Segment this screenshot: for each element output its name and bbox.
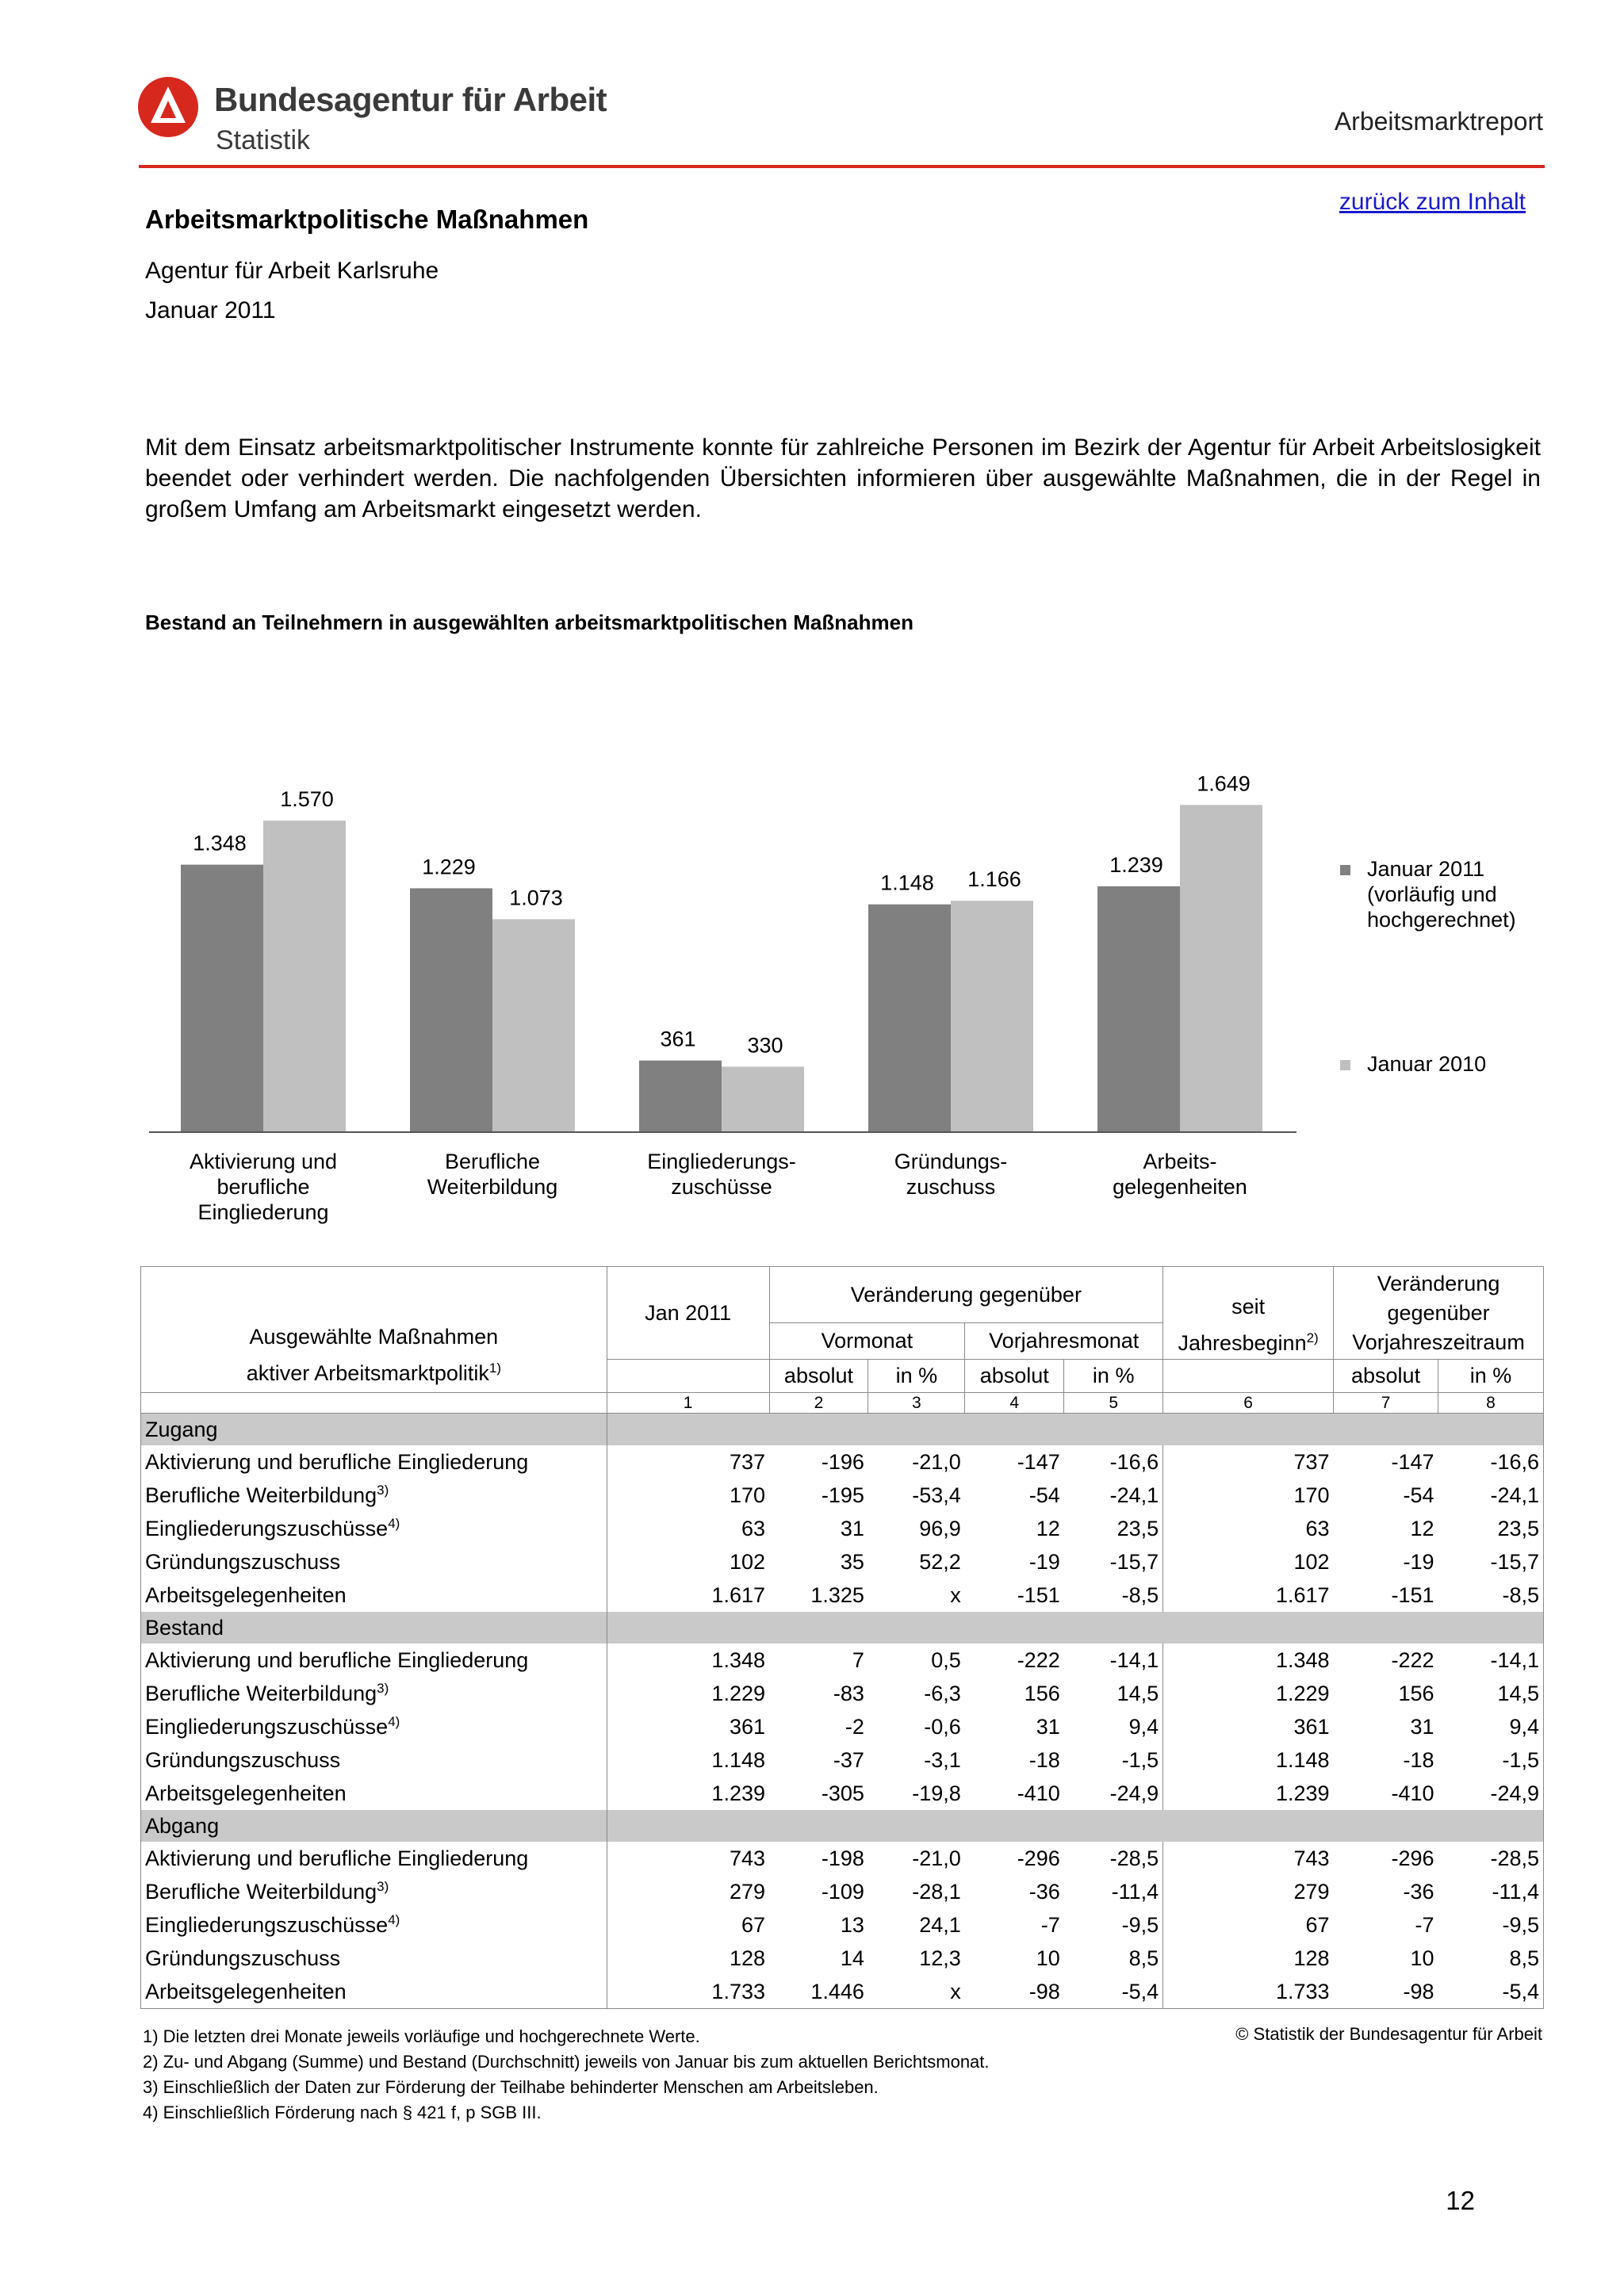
row-label-footnote: 3) bbox=[377, 1681, 389, 1696]
cell-col-4: -151 bbox=[1017, 1582, 1060, 1607]
table-row bbox=[141, 1743, 1544, 1777]
cell-col-1: 1.239 bbox=[607, 1777, 769, 1810]
jan-header: Jan 2011 bbox=[607, 1267, 769, 1360]
row-label-text: Berufliche Weiterbildung bbox=[145, 1483, 377, 1507]
cell-col-2: 13 bbox=[840, 1912, 864, 1937]
row-label bbox=[141, 1875, 607, 1908]
cell-col-8: -9,5 bbox=[1438, 1908, 1544, 1942]
cell-col-6: 128 bbox=[1163, 1942, 1334, 1975]
cell-col-6: 361 bbox=[1163, 1710, 1334, 1743]
row-label-text: Aktivierung und berufliche Eingliederung bbox=[145, 1647, 529, 1672]
section-label: Bestand bbox=[141, 1612, 607, 1644]
table-row bbox=[141, 1942, 1544, 1975]
row-label bbox=[141, 1743, 607, 1777]
x-tick-label: Eingliederungs- bbox=[647, 1150, 796, 1173]
brand-subtitle: Statistik bbox=[216, 125, 311, 155]
cell-col-5: -28,5 bbox=[1109, 1846, 1159, 1870]
bar-jan2011 bbox=[868, 905, 951, 1132]
cell-col-1: 1.733 bbox=[607, 1975, 769, 2009]
bar-jan2011 bbox=[181, 865, 263, 1132]
measures-header bbox=[141, 1267, 607, 1393]
change-vs-header: Veränderung gegenüber bbox=[769, 1267, 1163, 1323]
bar-value-label: 361 bbox=[660, 1027, 696, 1051]
jan-subheader bbox=[607, 1360, 769, 1393]
absolut-header: absolut bbox=[1334, 1360, 1438, 1393]
table-row bbox=[141, 1677, 1544, 1710]
bar-jan2011 bbox=[1097, 886, 1180, 1132]
measures-table bbox=[140, 1266, 1544, 2009]
cell-col-2: 7 bbox=[852, 1647, 864, 1672]
cell-col-5: 9,4 bbox=[1128, 1714, 1159, 1739]
cell-col-4: 156 bbox=[1024, 1681, 1060, 1705]
cell-col-3: -21,0 bbox=[912, 1846, 961, 1870]
measures-header-line1: Ausgewählte Maßnahmen bbox=[249, 1325, 499, 1349]
cell-col-2: -2 bbox=[845, 1714, 864, 1739]
row-label-footnote: 4) bbox=[388, 1714, 400, 1729]
cell-col-7: 12 bbox=[1410, 1516, 1434, 1540]
row-label-footnote: 4) bbox=[388, 1912, 400, 1927]
ytd-header-line2: Jahresbeginn bbox=[1178, 1331, 1307, 1355]
cell-col-2: -83 bbox=[833, 1681, 864, 1705]
cell-col-5: -24,9 bbox=[1109, 1781, 1159, 1805]
row-label bbox=[141, 1578, 607, 1612]
table-row bbox=[141, 1479, 1544, 1512]
row-label-text: Berufliche Weiterbildung bbox=[145, 1682, 377, 1705]
cell-col-2: -37 bbox=[833, 1747, 864, 1772]
column-number: 7 bbox=[1334, 1393, 1438, 1414]
measures-header-line2: aktiver Arbeitsmarktpolitik bbox=[246, 1361, 489, 1385]
footnote: 4) Einschließlich Förderung nach § 421 f, p SGB III. bbox=[143, 2103, 542, 2122]
cell-col-7: -7 bbox=[1415, 1912, 1434, 1937]
row-label bbox=[141, 1445, 607, 1479]
cell-col-4: -18 bbox=[1028, 1747, 1060, 1772]
table-body bbox=[141, 1414, 1544, 2009]
agency-name: Agentur für Arbeit Karlsruhe bbox=[145, 258, 439, 284]
legend-label: hochgerechnet) bbox=[1367, 908, 1516, 932]
cell-col-7: -410 bbox=[1391, 1781, 1434, 1805]
table-row bbox=[141, 1512, 1544, 1545]
table-row bbox=[141, 1842, 1544, 1875]
table-row bbox=[141, 1545, 1544, 1578]
cell-col-7: -36 bbox=[1403, 1879, 1434, 1904]
row-label bbox=[141, 1842, 607, 1875]
table-row bbox=[141, 1908, 1544, 1942]
cell-col-8: -5,4 bbox=[1438, 1975, 1544, 2009]
row-label-footnote: 3) bbox=[377, 1483, 389, 1498]
pct-header: in % bbox=[1064, 1360, 1163, 1393]
row-label-text: Arbeitsgelegenheiten bbox=[145, 1979, 347, 2003]
table-row bbox=[141, 1777, 1544, 1810]
footnote: 3) Einschließlich der Daten zur Förderung der Teilhabe behinderter Menschen am Arbeitsleben. bbox=[143, 2077, 879, 2097]
cell-col-8: -16,6 bbox=[1438, 1445, 1544, 1479]
column-number: 1 bbox=[607, 1393, 769, 1414]
cell-col-5: -16,6 bbox=[1109, 1449, 1159, 1474]
cell-col-7: 10 bbox=[1410, 1946, 1434, 1970]
cell-col-1: 1.148 bbox=[607, 1743, 769, 1777]
row-label-text: Eingliederungszuschüsse bbox=[145, 1913, 389, 1937]
cell-col-2: -198 bbox=[821, 1846, 864, 1870]
cell-col-6: 743 bbox=[1163, 1842, 1334, 1875]
column-number-row bbox=[141, 1393, 1544, 1414]
cell-col-5: 14,5 bbox=[1116, 1681, 1159, 1705]
cell-col-4: -222 bbox=[1017, 1647, 1060, 1672]
cell-col-3: -53,4 bbox=[912, 1483, 961, 1507]
cell-col-3: -3,1 bbox=[924, 1747, 961, 1772]
row-label-text: Arbeitsgelegenheiten bbox=[145, 1582, 347, 1607]
cell-col-5: 8,5 bbox=[1128, 1946, 1159, 1970]
row-label-text: Aktivierung und berufliche Eingliederung bbox=[145, 1449, 529, 1474]
cell-col-6: 1.229 bbox=[1163, 1677, 1334, 1710]
row-label bbox=[141, 1479, 607, 1512]
x-tick-label: Arbeits- bbox=[1143, 1150, 1217, 1173]
section-row-bestand bbox=[141, 1612, 1544, 1644]
brand-name: Bundesagentur für Arbeit bbox=[214, 81, 607, 118]
section-label: Zugang bbox=[141, 1414, 607, 1446]
cell-col-1: 737 bbox=[607, 1445, 769, 1479]
table-row bbox=[141, 1644, 1544, 1677]
cell-col-1: 1.229 bbox=[607, 1677, 769, 1710]
cell-col-7: 31 bbox=[1410, 1714, 1434, 1739]
cell-col-3: -0,6 bbox=[924, 1714, 961, 1739]
cell-col-5: -15,7 bbox=[1109, 1549, 1159, 1574]
cell-col-7: -222 bbox=[1391, 1647, 1434, 1672]
cell-col-3: 96,9 bbox=[919, 1516, 961, 1540]
cell-col-2: 1.446 bbox=[769, 1975, 868, 2009]
bar-value-label: 1.649 bbox=[1197, 771, 1251, 796]
cell-col-5: -1,5 bbox=[1121, 1747, 1159, 1772]
change-period-line2: gegenüber bbox=[1387, 1300, 1490, 1325]
cell-col-7: -54 bbox=[1403, 1483, 1434, 1507]
cell-col-6: 170 bbox=[1163, 1479, 1334, 1512]
bar-jan2011 bbox=[410, 888, 492, 1132]
row-label bbox=[141, 1677, 607, 1710]
cell-col-2: -195 bbox=[821, 1483, 864, 1507]
column-number-blank bbox=[141, 1393, 607, 1414]
section-title: Arbeitsmarktpolitische Maßnahmen bbox=[145, 205, 589, 234]
cell-col-8: -8,5 bbox=[1438, 1578, 1544, 1612]
cell-col-4: -54 bbox=[1028, 1483, 1060, 1507]
row-label-text: Gründungszuschuss bbox=[145, 1946, 341, 1970]
cell-col-8: -1,5 bbox=[1438, 1743, 1544, 1777]
table-row bbox=[141, 1710, 1544, 1743]
footnote: 2) Zu- und Abgang (Summe) und Bestand (Durchschnitt) jeweils von Januar bis zum aktuellen Berichtsmonat. bbox=[143, 2052, 990, 2072]
cell-col-5: -14,1 bbox=[1109, 1647, 1159, 1672]
report-label: Arbeitsmarktreport bbox=[1334, 107, 1543, 136]
x-tick-label: Gründungs- bbox=[894, 1150, 1008, 1173]
bar-value-label: 330 bbox=[747, 1033, 783, 1058]
row-label-footnote: 4) bbox=[388, 1516, 400, 1531]
cell-col-4: -36 bbox=[1028, 1879, 1060, 1904]
cell-col-4: -7 bbox=[1040, 1912, 1060, 1937]
bar-jan2010 bbox=[1180, 805, 1262, 1132]
cell-col-8: 8,5 bbox=[1438, 1942, 1544, 1975]
bar-value-label: 1.166 bbox=[967, 867, 1021, 892]
row-label bbox=[141, 1644, 607, 1677]
cell-col-5: 23,5 bbox=[1116, 1516, 1159, 1540]
cell-col-7: -98 bbox=[1334, 1975, 1438, 2009]
column-number: 8 bbox=[1438, 1393, 1544, 1414]
back-to-contents-link[interactable]: zurück zum Inhalt bbox=[1339, 189, 1526, 215]
row-label bbox=[141, 1512, 607, 1545]
legend-label: Januar 2010 bbox=[1367, 1052, 1487, 1076]
bar-value-label: 1.239 bbox=[1109, 852, 1163, 877]
row-label bbox=[141, 1710, 607, 1743]
row-label bbox=[141, 1942, 607, 1975]
cell-col-5: -11,4 bbox=[1111, 1879, 1159, 1904]
row-label-text: Arbeitsgelegenheiten bbox=[145, 1781, 347, 1805]
footnotes bbox=[143, 2024, 990, 2126]
cell-col-6: 1.239 bbox=[1163, 1777, 1334, 1810]
x-tick-label: gelegenheiten bbox=[1113, 1175, 1247, 1199]
cell-col-3: -28,1 bbox=[912, 1879, 961, 1904]
cell-col-4: -410 bbox=[1017, 1781, 1060, 1805]
copyright: © Statistik der Bundesagentur für Arbeit bbox=[1235, 2024, 1542, 2044]
cell-col-2: -305 bbox=[821, 1781, 864, 1805]
x-tick-label: berufliche bbox=[216, 1175, 310, 1199]
cell-col-8: 9,4 bbox=[1438, 1710, 1544, 1743]
cell-col-1: 67 bbox=[607, 1908, 769, 1942]
cell-col-3: 52,2 bbox=[919, 1549, 961, 1574]
cell-col-4: 12 bbox=[1036, 1516, 1060, 1540]
cell-col-7: 156 bbox=[1398, 1681, 1434, 1705]
cell-col-1: 279 bbox=[607, 1875, 769, 1908]
bar-value-label: 1.073 bbox=[509, 886, 563, 910]
row-label bbox=[141, 1777, 607, 1810]
cell-col-3: 0,5 bbox=[931, 1647, 961, 1672]
section-fill bbox=[607, 1810, 1543, 1842]
column-number: 4 bbox=[965, 1393, 1064, 1414]
change-period-line3: Vorjahreszeitraum bbox=[1352, 1330, 1525, 1354]
column-number: 2 bbox=[769, 1393, 868, 1414]
ytd-subheader bbox=[1163, 1360, 1334, 1393]
cell-col-1: 1.617 bbox=[607, 1578, 769, 1612]
cell-col-6: 63 bbox=[1163, 1512, 1334, 1545]
bar-value-label: 1.229 bbox=[422, 855, 476, 879]
ytd-header-line1: seit bbox=[1231, 1295, 1266, 1318]
column-number: 6 bbox=[1163, 1393, 1334, 1414]
cell-col-2: 35 bbox=[840, 1549, 864, 1574]
section-fill bbox=[607, 1612, 1543, 1644]
cell-col-2: 1.325 bbox=[810, 1582, 864, 1607]
cell-col-7: -147 bbox=[1391, 1449, 1434, 1474]
table-row bbox=[141, 1975, 1544, 2009]
cell-col-8: 23,5 bbox=[1438, 1512, 1544, 1545]
row-label-text: Eingliederungszuschüsse bbox=[145, 1715, 389, 1739]
bar-value-label: 1.148 bbox=[880, 871, 934, 895]
intro-paragraph: Mit dem Einsatz arbeitsmarktpolitischer Instrumente konnte für zahlreiche Personen im Bezirk der Agentur für Arbeit Arbeitslosigkeit beendet oder verhindert werden. Die nachfolgenden Übersichten informieren über ausgewählte Maßnahmen, die in der Regel in großem Umfang am Arbeitsmarkt eingesetzt werden. bbox=[145, 434, 1541, 522]
cell-col-2: 14 bbox=[840, 1946, 864, 1970]
cell-col-6: 1.617 bbox=[1163, 1578, 1334, 1612]
section-label: Abgang bbox=[141, 1810, 607, 1842]
measures-header-sup: 1) bbox=[488, 1360, 501, 1376]
table-row bbox=[141, 1445, 1544, 1479]
bar-jan2010 bbox=[492, 919, 575, 1132]
cell-col-1: 170 bbox=[607, 1479, 769, 1512]
row-label-text: Eingliederungszuschüsse bbox=[145, 1517, 389, 1540]
section-fill bbox=[607, 1414, 1543, 1446]
cell-col-4: 10 bbox=[1036, 1946, 1060, 1970]
report-period: Januar 2011 bbox=[145, 297, 276, 323]
cell-col-1: 1.348 bbox=[607, 1644, 769, 1677]
row-label bbox=[141, 1908, 607, 1942]
bar-jan2010 bbox=[263, 821, 346, 1132]
legend-swatch bbox=[1340, 1060, 1350, 1070]
absolut-header: absolut bbox=[769, 1360, 868, 1393]
cell-col-3: 12,3 bbox=[919, 1946, 961, 1970]
cell-col-6: 102 bbox=[1163, 1545, 1334, 1578]
bar-value-label: 1.570 bbox=[280, 787, 334, 812]
cell-col-4: 31 bbox=[1036, 1714, 1060, 1739]
ytd-header-sup: 2) bbox=[1306, 1330, 1319, 1345]
cell-col-6: 279 bbox=[1163, 1875, 1334, 1908]
cell-col-2: -109 bbox=[821, 1879, 864, 1904]
cell-col-1: 102 bbox=[607, 1545, 769, 1578]
pct-header: in % bbox=[1438, 1360, 1544, 1393]
prev-year-month-header: Vorjahresmonat bbox=[965, 1323, 1163, 1360]
x-tick-label: Aktivierung und bbox=[189, 1150, 338, 1173]
cell-col-8: -28,5 bbox=[1438, 1842, 1544, 1875]
row-label-text: Gründungszuschuss bbox=[145, 1747, 341, 1772]
row-label-text: Aktivierung und berufliche Eingliederung bbox=[145, 1846, 529, 1870]
legend-label: (vorläufig und bbox=[1367, 882, 1497, 906]
x-tick-label: zuschuss bbox=[906, 1175, 996, 1199]
cell-col-7: -19 bbox=[1403, 1549, 1434, 1574]
prev-month-header: Vormonat bbox=[769, 1323, 965, 1360]
row-label bbox=[141, 1975, 607, 2009]
cell-col-2: -196 bbox=[821, 1449, 864, 1474]
cell-col-6: 737 bbox=[1163, 1445, 1334, 1479]
cell-col-1: 361 bbox=[607, 1710, 769, 1743]
column-number: 5 bbox=[1064, 1393, 1163, 1414]
cell-col-4: -19 bbox=[1028, 1549, 1060, 1574]
cell-col-2: 31 bbox=[840, 1516, 864, 1540]
change-period-line1: Veränderung bbox=[1377, 1271, 1500, 1295]
section-row-abgang bbox=[141, 1810, 1544, 1842]
cell-col-8: -14,1 bbox=[1438, 1644, 1544, 1677]
row-label-text: Gründungszuschuss bbox=[145, 1549, 341, 1574]
cell-col-4: -296 bbox=[1017, 1846, 1060, 1870]
row-label-footnote: 3) bbox=[377, 1879, 389, 1894]
change-period-header bbox=[1334, 1267, 1544, 1360]
column-number: 3 bbox=[868, 1393, 965, 1414]
row-label bbox=[141, 1545, 607, 1578]
absolut-header: absolut bbox=[965, 1360, 1064, 1393]
cell-col-4: -98 bbox=[965, 1975, 1064, 2009]
x-tick-label: Weiterbildung bbox=[427, 1175, 558, 1199]
bar-value-label: 1.348 bbox=[193, 831, 247, 855]
cell-col-3: -19,8 bbox=[912, 1781, 961, 1805]
chart-title: Bestand an Teilnehmern in ausgewählten arbeitsmarktpolitischen Maßnahmen bbox=[145, 610, 914, 634]
cell-col-8: -24,9 bbox=[1438, 1777, 1544, 1810]
cell-col-3: 24,1 bbox=[919, 1912, 961, 1937]
cell-col-8: -15,7 bbox=[1438, 1545, 1544, 1578]
cell-col-3: x bbox=[868, 1975, 965, 2009]
table-row bbox=[141, 1875, 1544, 1908]
cell-col-6: 67 bbox=[1163, 1908, 1334, 1942]
ytd-header bbox=[1163, 1267, 1334, 1360]
cell-col-8: 14,5 bbox=[1438, 1677, 1544, 1710]
cell-col-7: -151 bbox=[1391, 1582, 1434, 1607]
cell-col-6: 1.348 bbox=[1163, 1644, 1334, 1677]
pct-header: in % bbox=[868, 1360, 965, 1393]
bar-jan2010 bbox=[722, 1066, 804, 1132]
cell-col-4: -147 bbox=[1017, 1449, 1060, 1474]
cell-col-1: 128 bbox=[607, 1942, 769, 1975]
section-row-zugang bbox=[141, 1414, 1544, 1446]
footnote: 1) Die letzten drei Monate jeweils vorläufige und hochgerechnete Werte. bbox=[143, 2026, 700, 2046]
table-header bbox=[141, 1267, 1544, 1414]
cell-col-5: -8,5 bbox=[1121, 1582, 1159, 1607]
cell-col-3: x bbox=[950, 1582, 961, 1607]
cell-col-1: 63 bbox=[607, 1512, 769, 1545]
x-tick-label: Eingliederung bbox=[197, 1200, 329, 1224]
cell-col-1: 743 bbox=[607, 1842, 769, 1875]
legend-label: Januar 2011 bbox=[1367, 857, 1485, 881]
cell-col-5: -9,5 bbox=[1121, 1912, 1159, 1937]
cell-col-7: -18 bbox=[1403, 1747, 1434, 1772]
cell-col-6: 1.148 bbox=[1163, 1743, 1334, 1777]
page-number: 12 bbox=[1446, 2186, 1475, 2215]
cell-col-5: -5,4 bbox=[1064, 1975, 1163, 2009]
cell-col-5: -24,1 bbox=[1109, 1483, 1159, 1507]
x-tick-label: Berufliche bbox=[444, 1150, 541, 1173]
cell-col-8: -11,4 bbox=[1438, 1875, 1544, 1908]
cell-col-8: -24,1 bbox=[1438, 1479, 1544, 1512]
row-label-text: Berufliche Weiterbildung bbox=[145, 1880, 377, 1904]
legend-swatch bbox=[1340, 865, 1350, 875]
cell-col-3: -6,3 bbox=[924, 1681, 961, 1705]
x-tick-label: zuschüsse bbox=[671, 1175, 772, 1199]
bar-jan2011 bbox=[639, 1061, 722, 1132]
table-row bbox=[141, 1578, 1544, 1612]
cell-col-3: -21,0 bbox=[912, 1449, 961, 1474]
cell-col-6: 1.733 bbox=[1163, 1975, 1334, 2009]
bar-jan2010 bbox=[951, 901, 1033, 1132]
cell-col-7: -296 bbox=[1391, 1846, 1434, 1870]
